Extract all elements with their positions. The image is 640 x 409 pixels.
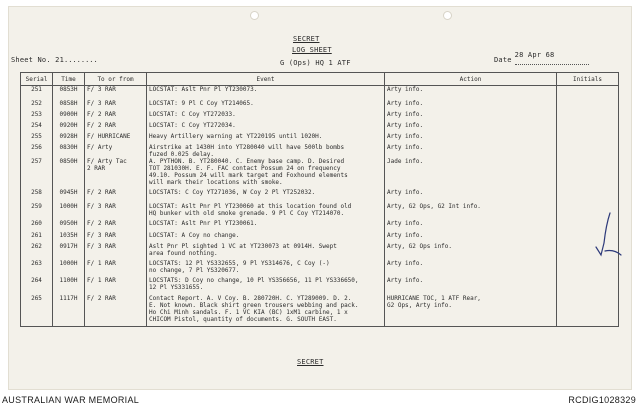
action-cell xyxy=(385,243,557,260)
table-header-row xyxy=(21,73,619,86)
to-from-cell-line: F/ Arty xyxy=(87,143,113,151)
to-from-cell-line: F/ 3 RAR xyxy=(87,242,116,250)
to-from-cell-line: 2 RAR xyxy=(87,164,106,172)
event-cell-line: Ho Chi Minh sandals. F. 1 VC KIA (BC) 1xM1 carbine, 1 x xyxy=(149,308,348,316)
action-cell-line: Arty info. xyxy=(387,276,424,284)
event-cell xyxy=(147,86,385,100)
classification-top: SECRET xyxy=(293,35,320,43)
action-cell xyxy=(385,232,557,243)
to-from-cell xyxy=(85,144,147,158)
log-body xyxy=(21,86,619,327)
action-cell xyxy=(385,295,557,327)
action-cell xyxy=(385,122,557,133)
event-cell-line: TOT 281030H. E. F. FAC contact Possum 24 on frequency xyxy=(149,164,341,172)
action-cell-line: Arty info. xyxy=(387,121,424,129)
event-cell-line: A. PYTHON. B. YT280040. C. Enemy base camp. D. Desired xyxy=(149,157,345,165)
to-from-cell-line: F/ 2 RAR xyxy=(87,219,116,227)
event-cell-line: Contact Report. A. V Coy. B. 280720H. C. YT289009. D. 2. xyxy=(149,294,352,302)
serial-cell: 257 xyxy=(21,158,53,189)
event-cell-line: LOCSTATS: 12 Pl YS332655, 9 Pl YS314676, C Coy (-) xyxy=(149,259,330,267)
action-cell xyxy=(385,100,557,111)
time-cell: 1100H xyxy=(53,277,85,295)
to-from-cell xyxy=(85,232,147,243)
time-cell: 1035H xyxy=(53,232,85,243)
initials-cell xyxy=(557,189,619,203)
event-cell-line: LOCSTAT: Aslt Pnr Pl YT230060 at this location found old xyxy=(149,202,352,210)
event-cell-line: Airstrike at 1430H into YT280040 will have 500lb bombs xyxy=(149,143,345,151)
event-cell-line: Heavy Artillery warning at YT220195 until 1020H. xyxy=(149,132,323,140)
table-row xyxy=(21,295,619,327)
archive-id: RCDIG1028329 xyxy=(568,395,636,405)
event-cell-line: LOCSTAT: Aslt Pnr Pl YT230073. xyxy=(149,86,258,93)
table-row xyxy=(21,232,619,243)
event-cell xyxy=(147,260,385,277)
initials-cell xyxy=(557,144,619,158)
serial-cell: 256 xyxy=(21,144,53,158)
table-row xyxy=(21,100,619,111)
event-cell xyxy=(147,203,385,220)
action-cell-line: Arty info. xyxy=(387,99,424,107)
to-from-cell xyxy=(85,158,147,189)
action-cell xyxy=(385,144,557,158)
to-from-cell-line: F/ 3 RAR xyxy=(87,86,116,93)
serial-cell: 260 xyxy=(21,220,53,232)
action-cell-line: Arty, G2 Ops info. xyxy=(387,242,453,250)
table-row xyxy=(21,86,619,100)
punch-hole-right xyxy=(443,11,452,20)
classification-bottom: SECRET xyxy=(297,358,324,366)
action-cell-line: Arty info. xyxy=(387,143,424,151)
time-cell: 1000H xyxy=(53,260,85,277)
action-cell xyxy=(385,133,557,144)
log-sheet-title: LOG SHEET xyxy=(292,46,332,54)
time-cell: 0830H xyxy=(53,144,85,158)
event-cell-line: will mark their locations with smoke. xyxy=(149,178,283,186)
serial-cell: 253 xyxy=(21,111,53,122)
action-cell-line: Arty, G2 Ops, G2 Int info. xyxy=(387,202,481,210)
event-cell-line: LOCSTAT: 9 Pl C Coy YT214065. xyxy=(149,99,254,107)
to-from-cell-line: F/ 2 RAR xyxy=(87,121,116,129)
action-cell-line: Arty info. xyxy=(387,219,424,227)
time-cell: 0858H xyxy=(53,100,85,111)
table-row xyxy=(21,220,619,232)
sheet-label: Sheet No. xyxy=(11,56,51,64)
action-cell xyxy=(385,203,557,220)
to-from-cell-line: F/ 3 RAR xyxy=(87,99,116,107)
table-row xyxy=(21,133,619,144)
action-cell xyxy=(385,111,557,122)
to-from-cell xyxy=(85,220,147,232)
col-time-header: Time xyxy=(53,73,85,86)
to-from-cell xyxy=(85,133,147,144)
to-from-cell-line: F/ 1 RAR xyxy=(87,276,116,284)
to-from-cell xyxy=(85,260,147,277)
initials-cell xyxy=(557,158,619,189)
serial-cell: 258 xyxy=(21,189,53,203)
event-cell-line: LOCSTAT: C Coy YT272034. xyxy=(149,121,236,129)
action-cell xyxy=(385,158,557,189)
unit-label: G (Ops) HQ 1 ATF xyxy=(280,59,351,67)
col-serial-header: Serial xyxy=(21,73,53,86)
to-from-cell xyxy=(85,189,147,203)
to-from-cell xyxy=(85,295,147,327)
event-cell xyxy=(147,232,385,243)
action-cell-line: HURRICANE TOC, 1 ATF Rear, xyxy=(387,294,481,302)
to-from-cell xyxy=(85,243,147,260)
table-row xyxy=(21,111,619,122)
event-cell xyxy=(147,295,385,327)
event-cell xyxy=(147,158,385,189)
serial-cell: 265 xyxy=(21,295,53,327)
table-row xyxy=(21,144,619,158)
date-field xyxy=(494,51,589,65)
action-cell-line: Arty info. xyxy=(387,110,424,118)
to-from-cell xyxy=(85,122,147,133)
col-event-header: Event xyxy=(147,73,385,86)
event-cell-line: LOCSTAT: C Coy YT272033. xyxy=(149,110,236,118)
action-cell-line: Arty info. xyxy=(387,231,424,239)
to-from-cell xyxy=(85,203,147,220)
serial-cell: 259 xyxy=(21,203,53,220)
initials-cell xyxy=(557,133,619,144)
initials-cell xyxy=(557,295,619,327)
event-cell-line: LOCSTAT: Aslt Pnr Pl YT230061. xyxy=(149,219,258,227)
table-row xyxy=(21,158,619,189)
date-value: 28 Apr 68 xyxy=(514,51,555,59)
table-row xyxy=(21,122,619,133)
serial-cell: 261 xyxy=(21,232,53,243)
col-action-header: Action xyxy=(385,73,557,86)
event-cell-line: CHICOM Pistol, quantity of documents. G. SOUTH EAST. xyxy=(149,315,337,323)
time-cell: 0920H xyxy=(53,122,85,133)
serial-cell: 254 xyxy=(21,122,53,133)
event-cell-line: LOCSTATS: D Coy no change, 10 Pl YS356656, 11 Pl YS336650, xyxy=(149,276,359,284)
action-cell xyxy=(385,277,557,295)
action-cell xyxy=(385,189,557,203)
action-cell-line: Arty info. xyxy=(387,86,424,93)
to-from-cell xyxy=(85,111,147,122)
action-cell-line: Jade info. xyxy=(387,157,424,165)
action-cell-line: Arty info. xyxy=(387,188,424,196)
action-cell xyxy=(385,220,557,232)
event-cell-line: E. Not known. Black shirt green trousers webbing and pack. xyxy=(149,301,359,309)
to-from-cell-line: F/ 3 RAR xyxy=(87,231,116,239)
time-cell: 0928H xyxy=(53,133,85,144)
table-row xyxy=(21,260,619,277)
to-from-cell xyxy=(85,86,147,100)
initials-cell xyxy=(557,111,619,122)
time-cell: 1117H xyxy=(53,295,85,327)
table-row xyxy=(21,277,619,295)
event-cell xyxy=(147,243,385,260)
action-cell xyxy=(385,86,557,100)
log-table xyxy=(20,72,619,327)
to-from-cell-line: F/ 2 RAR xyxy=(87,188,116,196)
date-line xyxy=(514,51,589,65)
event-cell xyxy=(147,189,385,203)
event-cell xyxy=(147,277,385,295)
initials-cell xyxy=(557,122,619,133)
event-cell-line: 12 Pl YS331655. xyxy=(149,283,204,291)
initials-cell xyxy=(557,100,619,111)
event-cell xyxy=(147,220,385,232)
to-from-cell-line: F/ Arty Tac xyxy=(87,157,127,165)
col-to-from-header: To or from xyxy=(85,73,147,86)
serial-cell: 255 xyxy=(21,133,53,144)
sheet-number xyxy=(11,56,98,64)
time-cell: 0917H xyxy=(53,243,85,260)
event-cell xyxy=(147,111,385,122)
initials-cell xyxy=(557,86,619,100)
time-cell: 0853H xyxy=(53,86,85,100)
event-cell-line: HQ bunker with old smoke grenade. 9 Pl C Coy YT214070. xyxy=(149,209,345,217)
event-cell-line: 49.10. Possum 24 will mark target and Foxhound elements xyxy=(149,171,348,179)
table-row xyxy=(21,243,619,260)
to-from-cell-line: F/ 3 RAR xyxy=(87,202,116,210)
time-cell: 0850H xyxy=(53,158,85,189)
handwritten-tick-mark xyxy=(588,205,624,265)
to-from-cell-line: F/ 1 RAR xyxy=(87,259,116,267)
table-row xyxy=(21,203,619,220)
event-cell-line: no change, 7 Pl YS320677. xyxy=(149,266,240,274)
serial-cell: 262 xyxy=(21,243,53,260)
to-from-cell xyxy=(85,100,147,111)
initials-cell xyxy=(557,277,619,295)
serial-cell: 264 xyxy=(21,277,53,295)
event-cell xyxy=(147,144,385,158)
date-label: Date xyxy=(494,56,512,64)
event-cell-line: Aslt Pnr Pl sighted 1 VC at YT230073 at 0914H. Swept xyxy=(149,242,337,250)
time-cell: 1000H xyxy=(53,203,85,220)
sheet-dots: ........ xyxy=(64,56,98,64)
sheet-number-value: 21 xyxy=(55,56,64,64)
time-cell: 0945H xyxy=(53,189,85,203)
action-cell-line: Arty info. xyxy=(387,132,424,140)
table-row xyxy=(21,189,619,203)
to-from-cell-line: F/ 2 RAR xyxy=(87,294,116,302)
event-cell-line: area found nothing. xyxy=(149,249,218,257)
serial-cell: 251 xyxy=(21,86,53,100)
archive-credit: AUSTRALIAN WAR MEMORIAL xyxy=(2,395,140,405)
col-initials-header: Initials xyxy=(557,73,619,86)
punch-hole-left xyxy=(250,11,259,20)
event-cell xyxy=(147,100,385,111)
event-cell xyxy=(147,122,385,133)
to-from-cell-line: F/ HURRICANE xyxy=(87,132,131,140)
event-cell-line: fuzed 0.025 delay. xyxy=(149,150,215,158)
action-cell xyxy=(385,260,557,277)
serial-cell: 263 xyxy=(21,260,53,277)
event-cell xyxy=(147,133,385,144)
event-cell-line: LOCSTAT: A Coy no change. xyxy=(149,231,240,239)
action-cell-line: G2 Ops, Arty info. xyxy=(387,301,453,309)
action-cell-line: Arty info. xyxy=(387,259,424,267)
serial-cell: 252 xyxy=(21,100,53,111)
time-cell: 0950H xyxy=(53,220,85,232)
to-from-cell-line: F/ 2 RAR xyxy=(87,110,116,118)
to-from-cell xyxy=(85,277,147,295)
event-cell-line: LOCSTATS: C Coy YT271036, W Coy 2 Pl YT252032. xyxy=(149,188,316,196)
time-cell: 0900H xyxy=(53,111,85,122)
